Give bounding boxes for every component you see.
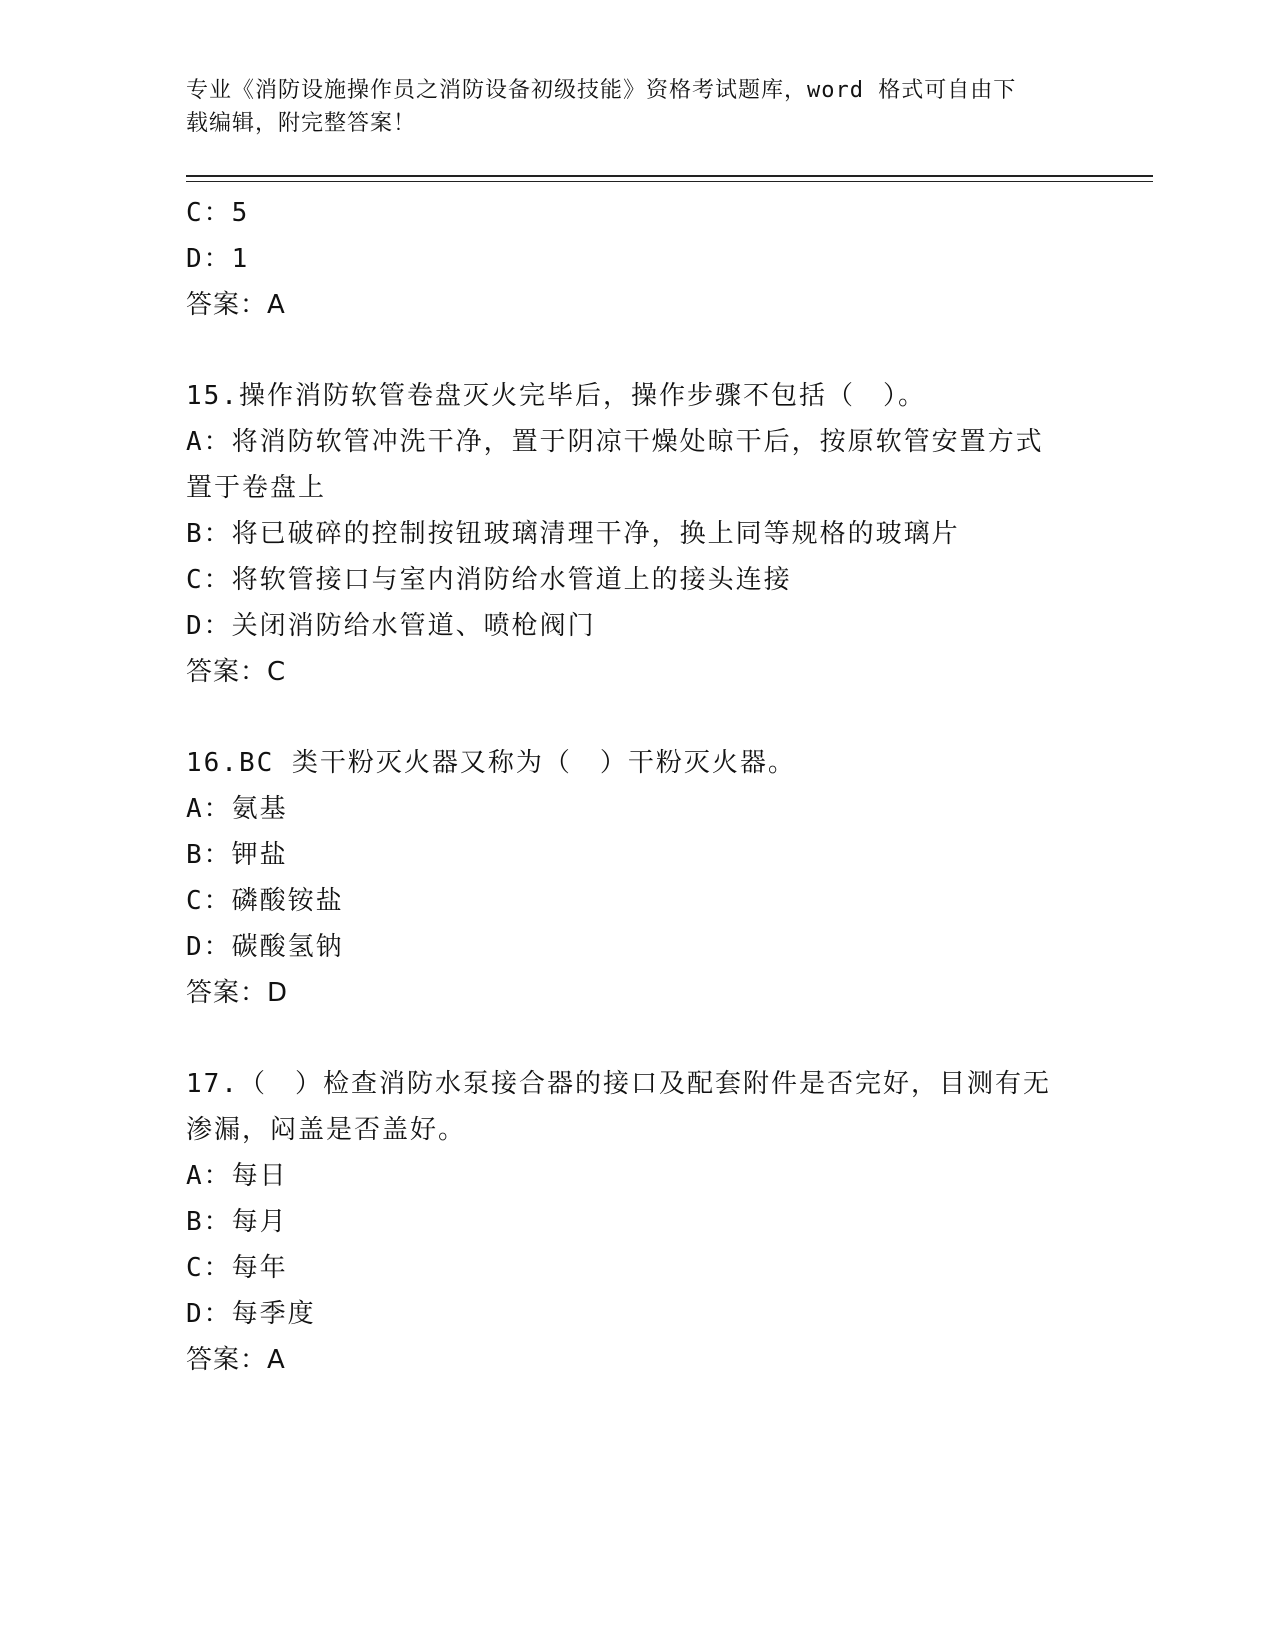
- question-block-17: [186, 1061, 1086, 1383]
- question-block-16: [186, 740, 1086, 1016]
- spacer: [186, 1016, 1086, 1061]
- page-header: [186, 74, 1086, 140]
- question-stem: 16.BC 类干粉灭火器又称为（ ）干粉灭火器。: [186, 748, 796, 778]
- option-c: C：5: [186, 198, 250, 228]
- option-b: B：将已破碎的控制按钮玻璃清理干净，换上同等规格的玻璃片: [186, 519, 960, 549]
- answer-line: 答案：D: [186, 978, 289, 1008]
- spacer: [186, 695, 1086, 740]
- option-c: C：将软管接口与室内消防给水管道上的接头连接: [186, 565, 792, 595]
- header-line-2: 载编辑，附完整答案！: [186, 111, 417, 136]
- spacer: [186, 328, 1086, 373]
- option-a: A：每日: [186, 1161, 288, 1191]
- question-block-15: [186, 373, 1086, 695]
- question-stem: 17.（ ）检查消防水泵接合器的接口及配套附件是否完好，目测有无: [186, 1069, 1051, 1099]
- option-c: C：磷酸铵盐: [186, 886, 344, 916]
- option-b: B：每月: [186, 1207, 288, 1237]
- option-d: D：关闭消防给水管道、喷枪阀门: [186, 611, 596, 641]
- option-a-continued: 置于卷盘上: [186, 473, 327, 503]
- header-divider-thick: [186, 175, 1153, 177]
- option-d: D：1: [186, 244, 250, 274]
- option-d: D：碳酸氢钠: [186, 932, 344, 962]
- question-list: [186, 190, 1086, 1383]
- option-b: B：钾盐: [186, 840, 288, 870]
- question-stem: 15.操作消防软管卷盘灭火完毕后，操作步骤不包括（ ）。: [186, 381, 926, 411]
- answer-line: 答案：A: [186, 1345, 286, 1375]
- question-stem-continued: 渗漏，闷盖是否盖好。: [186, 1115, 467, 1145]
- question-block-14: [186, 190, 1086, 328]
- header-line-1: 专业《消防设施操作员之消防设备初级技能》资格考试题库，word 格式可自由下: [186, 78, 1017, 103]
- answer-line: 答案：A: [186, 290, 286, 320]
- option-a: A：将消防软管冲洗干净，置于阴凉干燥处晾干后，按原软管安置方式: [186, 427, 1044, 457]
- option-d: D：每季度: [186, 1299, 316, 1329]
- option-a: A：氨基: [186, 794, 288, 824]
- header-divider-thin: [186, 181, 1153, 182]
- option-c: C：每年: [186, 1253, 288, 1283]
- answer-line: 答案：C: [186, 657, 287, 687]
